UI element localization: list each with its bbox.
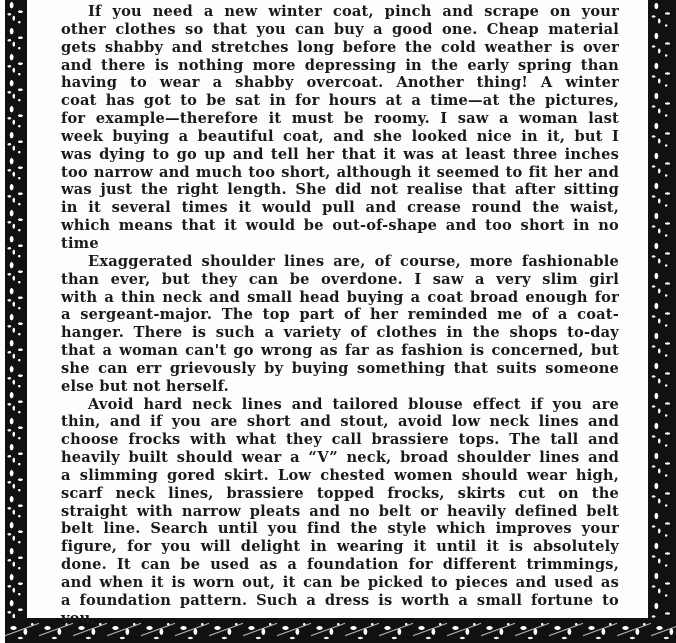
article-line: a slimming gored skirt. Low chested women should wear high, bbox=[61, 466, 619, 484]
article-line: Exaggerated shoulder lines are, of course, more fashionable bbox=[88, 252, 619, 270]
article-line: and there is nothing more depressing in the early spring than bbox=[61, 56, 619, 74]
article-line: heavily built should wear a “V” neck, broad shoulder lines and bbox=[61, 449, 619, 467]
article-line: than ever, but they can be overdone. I saw a very slim girl bbox=[61, 270, 619, 288]
article-line: If you need a new winter coat, pinch and scrape on your bbox=[88, 3, 619, 20]
article-line: you. bbox=[61, 609, 96, 627]
article-line: figure, for you will delight in wearing it until it is absolutely bbox=[61, 538, 619, 556]
article-line: was dying to go up and tell her that it was at least three inches bbox=[61, 145, 619, 163]
article-line: time bbox=[61, 234, 99, 252]
article-line: else but not herself. bbox=[61, 377, 229, 395]
article-line: coat has got to be sat in for hours at a time—at the pictures, bbox=[61, 92, 619, 110]
article-line: which means that it would be out-of-shape and too short in no bbox=[61, 217, 619, 235]
article-line: gets shabby and stretches long before the cold weather is over bbox=[61, 38, 619, 56]
article-line: thin, and if you are short and stout, avoid low neck lines and bbox=[61, 413, 619, 431]
article-line: with a thin neck and small head buying a coat broad enough for bbox=[61, 288, 619, 306]
article-paragraph bbox=[61, 396, 619, 628]
article-line: choose frocks with what they call brassiere tops. The tall and bbox=[61, 431, 619, 449]
article-line: other clothes so that you can buy a good one. Cheap material bbox=[61, 20, 619, 38]
article-body bbox=[61, 3, 619, 628]
article-line: too narrow and much too short, although it seemed to fit her and bbox=[61, 163, 619, 181]
article-line: in it several times it would pull and crease round the waist, bbox=[61, 199, 619, 217]
article-line: a foundation pattern. Such a dress is worth a small fortune to bbox=[61, 591, 619, 609]
article-line: straight with narrow pleats and no belt or heavily defined belt bbox=[61, 502, 619, 520]
article-line: having to wear a shabby overcoat. Another thing! A winter bbox=[61, 74, 619, 92]
article-line: for example—therefore it must be roomy. I saw a woman last bbox=[61, 110, 619, 128]
article-line: that a woman can't go wrong as far as fashion is concerned, but bbox=[61, 342, 619, 360]
article-paragraph bbox=[61, 253, 619, 396]
article-line: a sergeant-major. The top part of her reminded me of a coat- bbox=[61, 306, 619, 324]
vine-border-right bbox=[648, 0, 676, 643]
article-line: was just the right length. She did not realise that after sitting bbox=[61, 181, 619, 199]
article-paragraph bbox=[61, 3, 619, 253]
article-line: hanger. There is such a variety of clothes in the shops to-day bbox=[61, 324, 619, 342]
article-line: scarf neck lines, brassiere topped frocks, skirts cut on the bbox=[61, 484, 619, 502]
article-line: week buying a beautiful coat, and she looked nice in it, but I bbox=[61, 127, 619, 145]
article-line: and when it is worn out, it can be picked to pieces and used as bbox=[61, 574, 619, 591]
article-line: she can err grievously by buying something that suits someone bbox=[61, 359, 619, 377]
article-line: done. It can be used as a foundation for different trimmings, bbox=[61, 556, 619, 574]
article-line: belt line. Search until you find the style which improves your bbox=[61, 520, 619, 538]
vine-border-left bbox=[5, 0, 27, 643]
article-line: Avoid hard neck lines and tailored blouse effect if you are bbox=[88, 395, 619, 413]
